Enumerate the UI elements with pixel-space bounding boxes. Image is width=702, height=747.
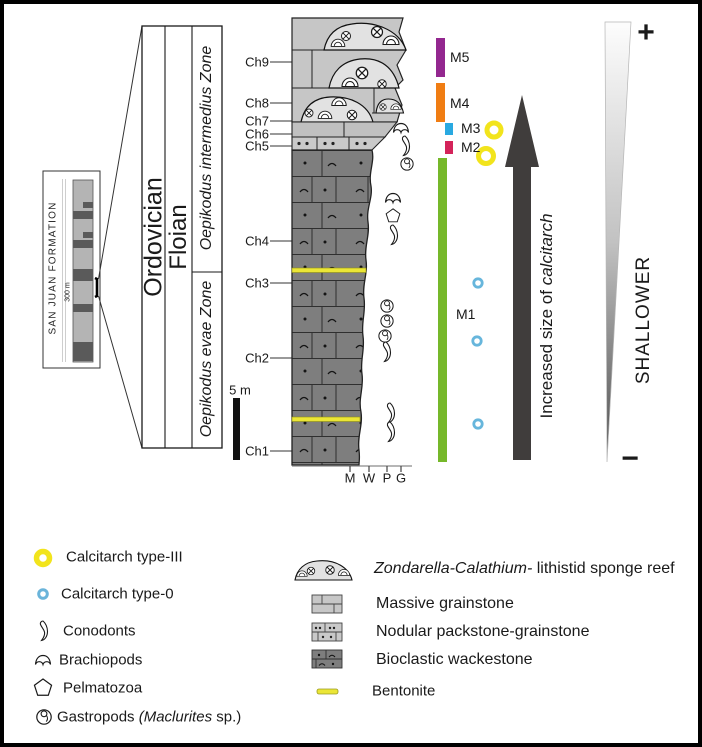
legend-massive-grainstone-label: Massive grainstone [376,595,514,612]
calcitarch-occurrences [473,123,501,428]
pelmatozoa-icon [386,209,400,222]
legend-gastropods-prefix: Gastropods [57,708,139,726]
legend-gastropods-suffix: sp.) [212,708,242,726]
gastropod-icon [401,158,413,170]
trend-label [537,213,557,418]
sample-label-ch1: Ch1 [245,443,269,459]
brachiopod-icon [36,656,51,665]
legend-gastropods-genus: (Maclurites [138,708,213,726]
sample-leader-lines [270,62,292,451]
conodont-icon [390,225,397,245]
legend-calcitarch-type0-label: Calcitarch type-0 [61,585,174,603]
bentonite-layer-lower [292,417,360,422]
texture-tick-p: P [382,470,392,486]
sample-label-ch3: Ch3 [245,275,269,291]
inset-connector-lines [99,26,143,448]
zone-lower-label: Oepikodus evae Zone [198,280,215,438]
bentonite-swatch [317,689,338,694]
legend-sponge-reef-label [374,560,675,578]
marker-bar-m4 [436,83,445,122]
shallower-label: SHALLOWER [633,255,654,385]
conodont-icon [387,403,394,423]
marker-label-m1: M1 [456,306,476,322]
system-label: Ordovician [139,177,168,297]
gastropod-icon [379,330,391,342]
strat-column [292,18,406,465]
trend-label-prefix: Increased size of [537,285,556,419]
conodont-icon [387,422,394,442]
gastropod-icon [381,300,393,312]
sample-label-ch5: Ch5 [245,138,269,154]
trend-label-italic: calcitarch [537,213,556,286]
plus-symbol: + [637,16,655,49]
gastropod-icon [381,315,393,327]
marker-bar-m5 [436,38,445,77]
scale-bar-label: 5 m [229,382,251,398]
sample-label-ch6: Ch6 [245,126,269,142]
increase-arrow [505,95,539,460]
calcitarch-type0-icon [474,420,482,428]
marker-label-m3: M3 [461,120,481,136]
legend-pelmatozoa-label: Pelmatozoa [63,679,143,697]
conodont-icon [402,136,409,156]
calcitarch-type0-icon [474,279,482,287]
texture-tick-m: M [344,470,356,486]
sample-label-ch9: Ch9 [245,54,269,70]
marker-bar-m1 [438,158,447,462]
calcitarch-type0-icon [473,337,481,345]
fossil-occurrences [379,124,413,442]
conodont-icon [40,621,47,641]
zone-upper-label: Oepikodus intermedius Zone [198,45,215,251]
legend-sponge-reef-suffix: lithistid sponge reef [532,560,675,577]
legend-bentonite-label: Bentonite [372,682,436,700]
massive-grainstone-swatch [312,595,342,613]
depth-gradient-wedge [605,22,631,462]
bentonite-layer-upper [292,268,366,273]
legend-gastropods-label [57,709,241,726]
minus-symbol: − [621,442,639,475]
calcitarch-type3-icon [37,552,50,565]
legend-calcitarch-type3-label: Calcitarch type-III [66,548,183,566]
sample-label-ch4: Ch4 [245,233,269,249]
brachiopod-icon [394,124,409,133]
nodular-packstone-swatch [312,623,342,641]
calcitarch-type0-icon [39,590,48,599]
marker-label-m5: M5 [450,49,470,65]
texture-tick-w: W [362,470,376,486]
texture-tick-g: G [395,470,407,486]
bioclastic-wackestone-swatch [312,650,342,668]
legend-nodular-packstone-label: Nodular packstone-grainstone [376,623,590,640]
gastropod-icon [37,710,51,724]
marker-bar-m3 [445,123,453,135]
sample-label-ch8: Ch8 [245,95,269,111]
sample-label-ch7: Ch7 [245,113,269,129]
legend-conodonts-label: Conodonts [63,622,136,640]
marker-label-m4: M4 [450,95,470,111]
inset-scale-label: 300 m [64,282,72,302]
marker-bar-m2 [445,141,453,154]
conodont-icon [383,342,390,362]
nodular-dots [297,142,366,145]
pelmatozoa-icon [34,679,51,695]
calcitarch-type3-icon [479,149,494,164]
legend-bioclastic-wackestone-label: Bioclastic wackestone [376,651,533,668]
calcitarch-type3-icon [487,123,501,137]
legend-sponge-reef-genus: Zondarella-Calathium- [374,560,533,577]
legend-brachiopods-label: Brachiopods [59,651,143,669]
stage-label: Floian [165,204,192,270]
sample-label-ch2: Ch2 [245,350,269,366]
inset-title: SAN JUAN FORMATION [47,201,59,335]
marker-label-m2: M2 [461,139,481,155]
brachiopod-icon [386,194,401,203]
